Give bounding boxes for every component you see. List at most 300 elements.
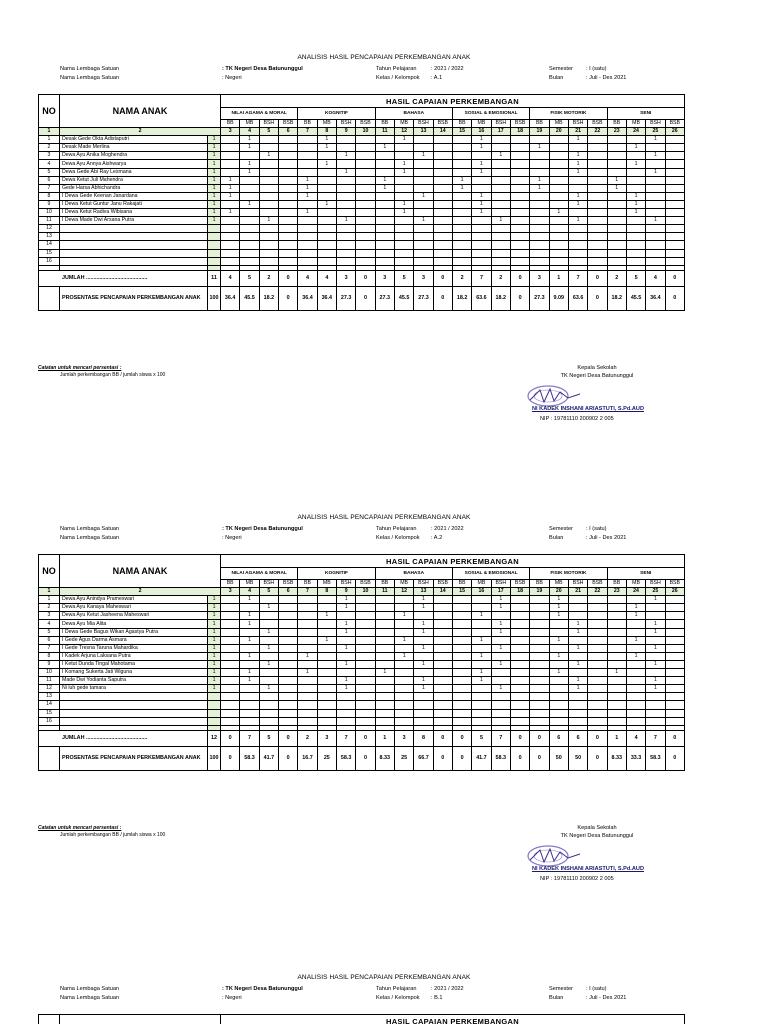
score-cell xyxy=(472,184,491,192)
header-no: NO xyxy=(39,95,60,128)
score-cell xyxy=(317,152,336,160)
prosentase-value: 25 xyxy=(394,746,413,770)
score-cell xyxy=(414,144,433,152)
colnum: 6 xyxy=(279,128,298,136)
score-cell xyxy=(472,660,491,668)
score-cell xyxy=(588,184,607,192)
score-cell xyxy=(549,693,568,701)
score-cell xyxy=(530,217,549,225)
colnum: 4 xyxy=(240,128,259,136)
prosentase-value: 9.09 xyxy=(549,286,568,310)
prosentase-value: 45.5 xyxy=(394,286,413,310)
value-semester: : I (satu) xyxy=(586,66,607,72)
score-cell xyxy=(279,209,298,217)
score-cell xyxy=(510,184,529,192)
colnum: 19 xyxy=(530,128,549,136)
score-cell: 1 xyxy=(317,612,336,620)
jumlah-value: 2 xyxy=(491,270,510,286)
score-cell xyxy=(240,233,259,241)
score-cell xyxy=(259,209,278,217)
score-cell xyxy=(221,717,240,725)
score-cell xyxy=(626,620,645,628)
score-cell xyxy=(626,669,645,677)
row-no: 1 xyxy=(39,596,60,604)
colnum: 11 xyxy=(375,588,394,596)
score-cell xyxy=(472,241,491,249)
score-cell xyxy=(240,701,259,709)
student-count xyxy=(208,709,221,717)
score-cell xyxy=(607,660,626,668)
score-cell: 1 xyxy=(530,184,549,192)
score-cell xyxy=(646,209,665,217)
score-cell xyxy=(414,652,433,660)
row-no: 14 xyxy=(39,701,60,709)
colnum: 10 xyxy=(356,588,375,596)
score-cell xyxy=(336,257,355,265)
score-cell xyxy=(530,257,549,265)
score-cell xyxy=(317,677,336,685)
score-cell xyxy=(394,620,413,628)
score-cell xyxy=(491,257,510,265)
score-cell: 1 xyxy=(491,604,510,612)
score-cell xyxy=(279,257,298,265)
student-count xyxy=(208,249,221,257)
score-cell xyxy=(433,693,452,701)
score-cell: 1 xyxy=(646,217,665,225)
score-cell xyxy=(433,612,452,620)
prosentase-value: 0 xyxy=(356,286,375,310)
domain-header: KOGNITIF xyxy=(298,568,375,580)
score-cell xyxy=(221,217,240,225)
score-cell xyxy=(549,152,568,160)
prosentase-value: 18.2 xyxy=(259,286,278,310)
student-count: 1 xyxy=(208,677,221,685)
score-cell xyxy=(452,709,471,717)
colnum: 7 xyxy=(298,128,317,136)
label-semester: Semester xyxy=(549,986,573,992)
score-cell xyxy=(665,233,684,241)
student-name: I Ketut Dunda Tingal Mahotama xyxy=(60,660,208,668)
prosentase-value: 50 xyxy=(549,746,568,770)
prosentase-value: 41.7 xyxy=(472,746,491,770)
score-cell xyxy=(240,184,259,192)
score-cell: 1 xyxy=(298,176,317,184)
label-lembaga: Nama Lembaga Satuan xyxy=(60,986,120,992)
score-cell xyxy=(433,701,452,709)
jumlah-value: 7 xyxy=(491,730,510,746)
score-cell xyxy=(356,660,375,668)
score-cell: 1 xyxy=(607,184,626,192)
score-cell xyxy=(279,225,298,233)
jumlah-value: 1 xyxy=(375,730,394,746)
row-no: 9 xyxy=(39,660,60,668)
score-cell: 1 xyxy=(240,652,259,660)
level-header: BB xyxy=(452,120,471,128)
score-cell xyxy=(336,233,355,241)
score-cell xyxy=(588,612,607,620)
student-name: Gede Harsa Abhichandra xyxy=(60,184,208,192)
student-count: 1 xyxy=(208,184,221,192)
prosentase-label: PROSENTASE PENCAPAIAN PERKEMBANGAN ANAK xyxy=(60,746,208,770)
score-cell xyxy=(549,644,568,652)
jumlah-value: 4 xyxy=(646,270,665,286)
student-count: 1 xyxy=(208,628,221,636)
score-cell: 1 xyxy=(626,612,645,620)
score-cell xyxy=(356,152,375,160)
level-header: BSH xyxy=(259,120,278,128)
student-count: 1 xyxy=(208,152,221,160)
score-cell xyxy=(491,225,510,233)
score-cell xyxy=(452,685,471,693)
score-cell xyxy=(626,717,645,725)
score-cell xyxy=(375,620,394,628)
score-cell xyxy=(588,636,607,644)
score-cell xyxy=(317,241,336,249)
score-cell: 1 xyxy=(375,144,394,152)
score-cell xyxy=(394,217,413,225)
score-cell xyxy=(549,660,568,668)
score-cell xyxy=(607,241,626,249)
score-cell xyxy=(607,636,626,644)
score-cell xyxy=(394,685,413,693)
score-cell xyxy=(646,604,665,612)
jumlah-total: 12 xyxy=(208,730,221,746)
level-header: BB xyxy=(221,120,240,128)
level-header: MB xyxy=(240,580,259,588)
colnum: 7 xyxy=(298,588,317,596)
score-cell: 1 xyxy=(259,152,278,160)
prosentase-value: 0 xyxy=(356,746,375,770)
label-kelas: Kelas / Kelompok xyxy=(376,75,420,81)
score-cell xyxy=(452,152,471,160)
level-header: MB xyxy=(549,580,568,588)
score-cell xyxy=(336,176,355,184)
score-cell xyxy=(394,669,413,677)
student-count: 1 xyxy=(208,636,221,644)
level-header: MB xyxy=(240,120,259,128)
jumlah-value: 0 xyxy=(433,270,452,286)
score-cell xyxy=(549,620,568,628)
score-cell xyxy=(472,701,491,709)
row-no: 4 xyxy=(39,160,60,168)
score-cell xyxy=(298,257,317,265)
score-cell xyxy=(298,144,317,152)
score-cell: 1 xyxy=(568,168,587,176)
score-cell xyxy=(240,257,259,265)
report-title: ANALISIS HASIL PENCAPAIAN PERKEMBANGAN ANAK xyxy=(297,514,471,521)
score-cell: 1 xyxy=(336,677,355,685)
score-cell xyxy=(336,701,355,709)
score-cell xyxy=(549,192,568,200)
score-cell xyxy=(259,225,278,233)
score-cell xyxy=(259,192,278,200)
score-cell: 1 xyxy=(414,660,433,668)
score-cell xyxy=(317,184,336,192)
kepsek-nip: NIP : 19781110 200902 2 005 xyxy=(540,876,614,882)
score-cell xyxy=(530,249,549,257)
score-cell: 1 xyxy=(626,192,645,200)
student-name: Desak Gede Okta Adistaputri xyxy=(60,136,208,144)
score-cell xyxy=(298,168,317,176)
level-header: BSH xyxy=(568,120,587,128)
score-cell xyxy=(298,677,317,685)
score-cell: 1 xyxy=(472,200,491,208)
score-cell xyxy=(568,709,587,717)
prosentase-value: 45.5 xyxy=(240,286,259,310)
prosentase-value: 27.3 xyxy=(530,286,549,310)
value-status: : Negeri xyxy=(222,535,242,541)
score-cell xyxy=(336,249,355,257)
score-cell xyxy=(433,677,452,685)
score-cell xyxy=(356,217,375,225)
score-cell xyxy=(279,241,298,249)
score-cell xyxy=(240,693,259,701)
score-cell xyxy=(472,233,491,241)
score-cell xyxy=(433,596,452,604)
score-cell xyxy=(414,717,433,725)
score-cell: 1 xyxy=(317,144,336,152)
student-name xyxy=(60,225,208,233)
score-cell xyxy=(530,209,549,217)
score-cell xyxy=(607,233,626,241)
score-cell xyxy=(568,693,587,701)
label-kelas: Kelas / Kelompok xyxy=(376,995,420,1001)
label-semester: Semester xyxy=(549,526,573,532)
value-lembaga: : TK Negeri Desa Batununggul xyxy=(222,66,303,72)
jumlah-value: 4 xyxy=(221,270,240,286)
score-cell: 1 xyxy=(394,209,413,217)
score-cell: 1 xyxy=(472,168,491,176)
score-cell: 1 xyxy=(568,192,587,200)
level-header: BB xyxy=(607,120,626,128)
score-cell xyxy=(375,596,394,604)
prosentase-value: 33.3 xyxy=(626,746,645,770)
level-header: BB xyxy=(530,120,549,128)
score-cell: 1 xyxy=(336,685,355,693)
level-header: BB xyxy=(298,580,317,588)
label-tahun: Tahun Pelajaran xyxy=(376,986,417,992)
score-cell xyxy=(452,604,471,612)
table-row xyxy=(39,249,685,257)
score-cell xyxy=(549,136,568,144)
catatan-rumus: Jumlah perkembangan BB / jumlah siswa x 100 xyxy=(60,832,166,838)
report-title: ANALISIS HASIL PENCAPAIAN PERKEMBANGAN ANAK xyxy=(297,54,471,61)
score-cell xyxy=(394,176,413,184)
student-name: I Dewa Gede Bagus Wikan Agastya Putra xyxy=(60,628,208,636)
score-cell xyxy=(221,225,240,233)
kepala-label: Kepala Sekolah xyxy=(577,365,617,371)
prosentase-value: 0 xyxy=(452,746,471,770)
table-row xyxy=(39,209,685,217)
colnum: 19 xyxy=(530,588,549,596)
score-cell xyxy=(317,192,336,200)
student-count: 1 xyxy=(208,612,221,620)
score-cell: 1 xyxy=(472,136,491,144)
score-cell: 1 xyxy=(472,652,491,660)
student-count: 1 xyxy=(208,176,221,184)
score-cell xyxy=(433,636,452,644)
level-header: BB xyxy=(452,580,471,588)
score-cell xyxy=(336,144,355,152)
score-cell xyxy=(626,168,645,176)
colnum: 17 xyxy=(491,128,510,136)
score-cell xyxy=(279,176,298,184)
prosentase-value: 8.33 xyxy=(375,746,394,770)
column-number-row xyxy=(39,128,685,136)
score-cell xyxy=(317,257,336,265)
score-cell xyxy=(240,660,259,668)
score-cell xyxy=(452,677,471,685)
jumlah-total: 11 xyxy=(208,270,221,286)
score-cell xyxy=(375,652,394,660)
score-cell: 1 xyxy=(336,152,355,160)
colnum: 20 xyxy=(549,588,568,596)
score-cell xyxy=(356,249,375,257)
score-cell xyxy=(491,612,510,620)
colnum: 2 xyxy=(60,128,221,136)
row-no: 12 xyxy=(39,685,60,693)
score-cell xyxy=(394,604,413,612)
score-cell xyxy=(626,693,645,701)
student-count: 1 xyxy=(208,604,221,612)
score-cell xyxy=(626,701,645,709)
jumlah-value: 2 xyxy=(452,270,471,286)
score-cell: 1 xyxy=(491,644,510,652)
score-cell xyxy=(646,233,665,241)
score-cell xyxy=(665,644,684,652)
score-cell xyxy=(259,636,278,644)
score-cell xyxy=(626,596,645,604)
score-cell: 1 xyxy=(549,209,568,217)
score-cell xyxy=(221,660,240,668)
table-row xyxy=(39,644,685,652)
score-cell xyxy=(510,168,529,176)
score-cell xyxy=(356,669,375,677)
level-header: BSB xyxy=(665,580,684,588)
score-cell xyxy=(510,152,529,160)
domain-header: SOSIAL & EMOSIONAL xyxy=(452,568,529,580)
score-cell xyxy=(279,596,298,604)
score-cell xyxy=(221,152,240,160)
jumlah-value: 0 xyxy=(279,270,298,286)
header-hasil-capaian: HASIL CAPAIAN PERKEMBANGAN xyxy=(221,1015,685,1024)
score-cell xyxy=(530,669,549,677)
score-cell xyxy=(336,209,355,217)
prosentase-value: 8.33 xyxy=(607,746,626,770)
score-cell xyxy=(279,144,298,152)
colnum: 21 xyxy=(568,588,587,596)
colnum: 20 xyxy=(549,128,568,136)
jumlah-value: 0 xyxy=(665,270,684,286)
score-cell xyxy=(317,233,336,241)
table-row xyxy=(39,685,685,693)
score-cell: 1 xyxy=(646,168,665,176)
signature-block xyxy=(522,364,672,380)
score-cell xyxy=(279,168,298,176)
row-no: 4 xyxy=(39,620,60,628)
score-cell xyxy=(375,257,394,265)
student-count xyxy=(208,717,221,725)
score-cell: 1 xyxy=(414,677,433,685)
score-cell xyxy=(394,249,413,257)
score-cell xyxy=(665,717,684,725)
score-cell xyxy=(414,233,433,241)
score-cell xyxy=(549,717,568,725)
score-cell xyxy=(221,709,240,717)
score-cell xyxy=(414,636,433,644)
score-cell: 1 xyxy=(317,160,336,168)
label-lembaga: Nama Lembaga Satuan xyxy=(60,535,120,541)
score-cell xyxy=(279,184,298,192)
value-status: : Negeri xyxy=(222,75,242,81)
prosentase-value: 0 xyxy=(665,746,684,770)
student-name: Desak Made Merlina xyxy=(60,144,208,152)
jumlah-value: 0 xyxy=(452,730,471,746)
score-cell xyxy=(472,604,491,612)
score-cell xyxy=(259,233,278,241)
score-cell xyxy=(607,604,626,612)
score-cell xyxy=(356,685,375,693)
score-cell xyxy=(298,628,317,636)
score-cell xyxy=(665,628,684,636)
score-cell xyxy=(375,693,394,701)
student-name xyxy=(60,233,208,241)
score-cell xyxy=(279,217,298,225)
score-cell: 1 xyxy=(452,176,471,184)
prosentase-value: 63.6 xyxy=(568,286,587,310)
student-count: 1 xyxy=(208,144,221,152)
score-cell xyxy=(510,136,529,144)
score-cell xyxy=(279,709,298,717)
row-no: 6 xyxy=(39,636,60,644)
score-cell: 1 xyxy=(491,217,510,225)
score-cell xyxy=(414,257,433,265)
table-row xyxy=(39,241,685,249)
score-cell xyxy=(472,717,491,725)
score-cell xyxy=(414,176,433,184)
score-cell xyxy=(646,693,665,701)
score-cell xyxy=(588,693,607,701)
label-lembaga: Nama Lembaga Satuan xyxy=(60,75,120,81)
score-cell: 1 xyxy=(221,176,240,184)
score-cell xyxy=(356,652,375,660)
score-cell xyxy=(298,685,317,693)
score-cell xyxy=(394,644,413,652)
score-cell xyxy=(549,233,568,241)
score-cell: 1 xyxy=(414,628,433,636)
score-cell xyxy=(317,693,336,701)
score-cell xyxy=(646,636,665,644)
score-cell xyxy=(394,709,413,717)
score-cell xyxy=(568,701,587,709)
prosentase-value: 16.7 xyxy=(298,746,317,770)
student-count: 1 xyxy=(208,209,221,217)
score-cell: 1 xyxy=(626,144,645,152)
score-cell xyxy=(298,241,317,249)
score-cell xyxy=(259,717,278,725)
level-header: MB xyxy=(317,580,336,588)
score-cell: 1 xyxy=(414,644,433,652)
table-row xyxy=(39,192,685,200)
score-cell: 1 xyxy=(221,184,240,192)
score-cell xyxy=(510,669,529,677)
score-cell xyxy=(433,176,452,184)
score-cell: 1 xyxy=(240,160,259,168)
label-bulan: Bulan xyxy=(549,75,564,81)
header-hasil-capaian: HASIL CAPAIAN PERKEMBANGAN xyxy=(221,95,685,108)
score-cell xyxy=(588,152,607,160)
jumlah-value: 0 xyxy=(510,270,529,286)
